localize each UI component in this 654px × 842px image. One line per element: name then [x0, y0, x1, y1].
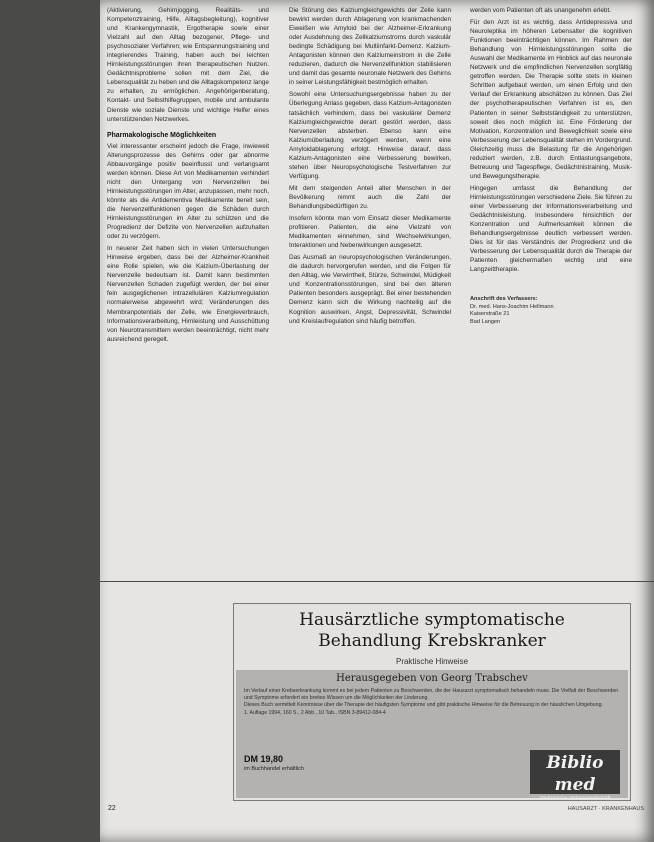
ad-paragraph: Dieses Buch vermittelt Kenntnisse über die Therapie der häufigsten Symptome und gibt praktische Hinweise für die Betreuung in der häuslichen Umgebung. [244, 702, 603, 709]
ad-price-note: im Buchhandel erhältlich [244, 766, 304, 772]
ad-title-line: Hausärztliche symptomatische [299, 610, 565, 630]
publisher-logo [530, 750, 620, 801]
page-number: 22 [108, 805, 116, 812]
ad-title [234, 610, 630, 652]
section-divider [100, 581, 654, 582]
ad-subtitle: Praktische Hinweise [395, 657, 469, 666]
ad-title-line: Behandlung Krebskranker [318, 631, 546, 651]
running-footer: HAUSARZT · KRANKENHAUS [567, 806, 644, 812]
paragraph: Sowohl eine Untersuchungsergebnisse haben zu der Überlegung Anlass gegeben, dass Kalzium-Antagonisten tatsächlich verhindern, dass bei vaskulärer Demenz Kalziumgleichgewichte derart gestört werden, dass Nervenzellen absterben. Ebenso kann eine Kalziumüberladung verzögert werden, wenn eine Amyloidablagerung erfolgt. Hinweise darauf, dass Kalzium-Antagonisten eine Verbesserung bewirken, stehen über Neuropsychologische Testverfahren zur Verfügung. [289, 91, 451, 180]
paragraph: Für den Arzt ist es wichtig, dass Antidepressiva und Neuroleptika im höheren Lebensalter die kognitiven Funktionen beeinträchtigen können. Im Rahmen der Behandlung von Hirnleistungsstörungen sollte die Auswahl der Medikamente im Hinblick auf das neuronale Netzwerk und die empfindlichen Nervenzellen sorgfältig getroffen werden. Die Therapie sollte stets in kleinen Schritten aufgebaut werden, um einen Erfolg und den Verlauf der Erkrankung abschätzen zu können. Das Ziel der psychotherapeutischen Verfahren ist es, den Patienten in seiner Selbstständigkeit zu unterstützen, soweit dies noch möglich ist. Eine Förderung der Motivation, Konzentration und Beweglichkeit sowie eine Verbesserung der Lebensqualität stehen im Vordergrund. Gleichzeitig muss die Belastung für die Angehörigen reduziert werden, z.B. durch Entlastungsangebote, Betreuung und Tagespflege, Gedächtnistraining, Musik- und Bewegungstherapie. [470, 19, 633, 180]
address-label: Anschrift des Verfassers: [470, 296, 538, 303]
paragraph: Insofern könnte man vom Einsatz dieser Medikamente profitieren. Patienten, die eine Vielzahl von Medikamenten einnehmen, sind Wechselwirkungen, Interaktionen und Nebenwirkungen ausgesetzt. [289, 215, 451, 250]
address-line: Kaiserstraße 21 [470, 311, 510, 318]
text-column-2 [289, 6, 451, 329]
address-line: Dr. med. Hans-Joachim Hellmann [470, 303, 554, 310]
logo-wordmark: Biblio med [546, 753, 604, 795]
book-advertisement [233, 603, 631, 801]
paragraph: (Aktivierung, Gehirnjogging, Realitäts- und Kompetenztraining, Hilfe, Alltagsbegleitung), kognitiver und Krankengymnastik, Ergotherapie sowie einer Vielzahl auf den Alltag bezogener, Pflege- und psychosozialer Verfahren; wie Entspannungstraining und integrierendes Training, haben auch bei leichten Hirnleistungsstörungen ihren therapeutischen Nutzen. Gedächtnisprobleme sollen mit dem Ziel, die Lebensqualität zu heben und die Alltagskompetenz lange zu erhalten, zu ermöglichen. Angehörigenberatung, Kontakt- und Selbsthilfegruppen, mobile und ambulante Dienste wie soziale Dienste und wichtige Helfer eines unterstützenden Netzwerkes. [107, 7, 269, 123]
author-address [470, 296, 632, 326]
ad-info-box [236, 670, 628, 801]
paragraph: Hingegen umfasst die Behandlung der Hirnleistungsstörungen verschiedene Ziele. Sie führen zu einer Verbesserung der Informationsverarbeitung und Gedächtnisleistung. Insbesondere hinsichtlich der Konzentration und Aufmerksamkeit können die Behandlungsergebnisse deutlich verbessert werden. Dies ist für das Verständnis der Progredienz und die Verbesserung der Lebensqualität durch die Therapie der Patienten gleichermaßen wichtig und eine Langzeittherapie. [470, 184, 632, 274]
paragraph: In neuerer Zeit haben sich in vielen Untersuchungen Hinweise ergeben, dass bei der Alzheimer-Krankheit eine Rolle spielen, wie die Kalzium-Überlastung der Nervenzelle bedeutsam ist. Damit kann bestimmten Nervenzellen Schaden zugefügt werden, der bei einer fein ausgeglichenen intrazellulären Kalziumregulation normalerweise abgewehrt wird; Veränderungen des Membranpotentials der Zelle, wie Energieverbrauch, Informationsverarbeitung, Hirnleistung und Ausschüttung von Neurotransmittern werden beeinträchtigt, nicht mehr ausreichend geregelt. [107, 245, 269, 343]
ad-paragraph: 1. Auflage 1994, 160 S., 2 Abb., 10 Tab., ISBN 3-89412-084-4 [244, 709, 386, 716]
ad-editor: Herausgegeben von Georg Trabschev [336, 673, 528, 684]
text-column-1 [107, 6, 269, 347]
paragraph: werden vom Patienten oft als unangenehm erlebt. [470, 7, 612, 14]
paragraph: Mit dem steigenden Anteil alter Menschen in der Bevölkerung nimmt auch die Zahl der Behandlungsbedürftigen zu. [289, 184, 451, 210]
paragraph: Die Störung des Kalziumgleichgewichts der Zelle kann bewirkt werden durch Ablagerung von krankmachenden Eiweißen wie Amyloid bei der Alzheimer-Erkrankung oder Ausdehnung des Zellkalziumstroms durch vaskulär bedingte Schädigung bei Multiinfarkt-Demenz. Kalzium-Antagonisten können den Kalziumeinstrom in die Zelle reduzieren, dadurch die Nervenzellfunktion stabilisieren und damit das gesamte neuronale Netzwerk des Gehirns in seiner Leistungsfähigkeit bestmöglich erhalten. [289, 7, 451, 87]
address-line: Bad Langen [470, 318, 501, 325]
paragraph: Viel interessanter erscheint jedoch die Frage, inwieweit Alterungsprozesse des Gehirns oder gar abnorme Abbauvorgänge positiv beeinflusst und verlangsamt werden können. Diese Art von Medikamenten verhindert nicht den Untergang von Nervenzellen bei Hirnleistungsstörungen im Alter, anzupassen, mehr noch, könnte als die Antidementiva Medikamente bereit sein, die Nervenzellfunktionen gegen die Schäden durch Hirnleistungsstörungen im Alter zu schützen und die Progredienz der Defizite von Nervenzellen aufzuhalten oder zu verzögern. [107, 142, 269, 241]
ad-price: DM 19,80 [244, 754, 284, 764]
logo-subtitle: Medizinische Verlagsgesellschaft [539, 796, 611, 801]
text-column-3 [470, 6, 632, 326]
ad-paragraph: Im Verlauf einer Krebserkrankung kommt es bei jedem Patienten zu Beschwerden, die der Hausarzt symptomatisch behandeln muss. Die Vielfalt der Beschwerden und Symptome erfordert ein breites Wissen um die Möglichkeiten der Linderung. [244, 688, 619, 701]
section-heading: Pharmakologische Möglichkeiten [107, 131, 217, 139]
paragraph: Das Ausmaß an neuropsychologischen Veränderungen, die dadurch hervorgerufen werden, und die Folgen für den Alltag, wie Verwirrtheit, Stürze, Schwindel, Müdigkeit und Konzentrationsstörungen, sind bei den älteren Patienten besonders ausgeprägt. Bei einer bestehenden Demenz kann sich die Wirkung nachteilig auf die Kognition auswirken, Angst, Depressivität, Schwindel und Kreislaufregulation sind häufig betroffen. [289, 254, 451, 325]
ad-description [244, 688, 626, 717]
document-page [100, 0, 654, 842]
